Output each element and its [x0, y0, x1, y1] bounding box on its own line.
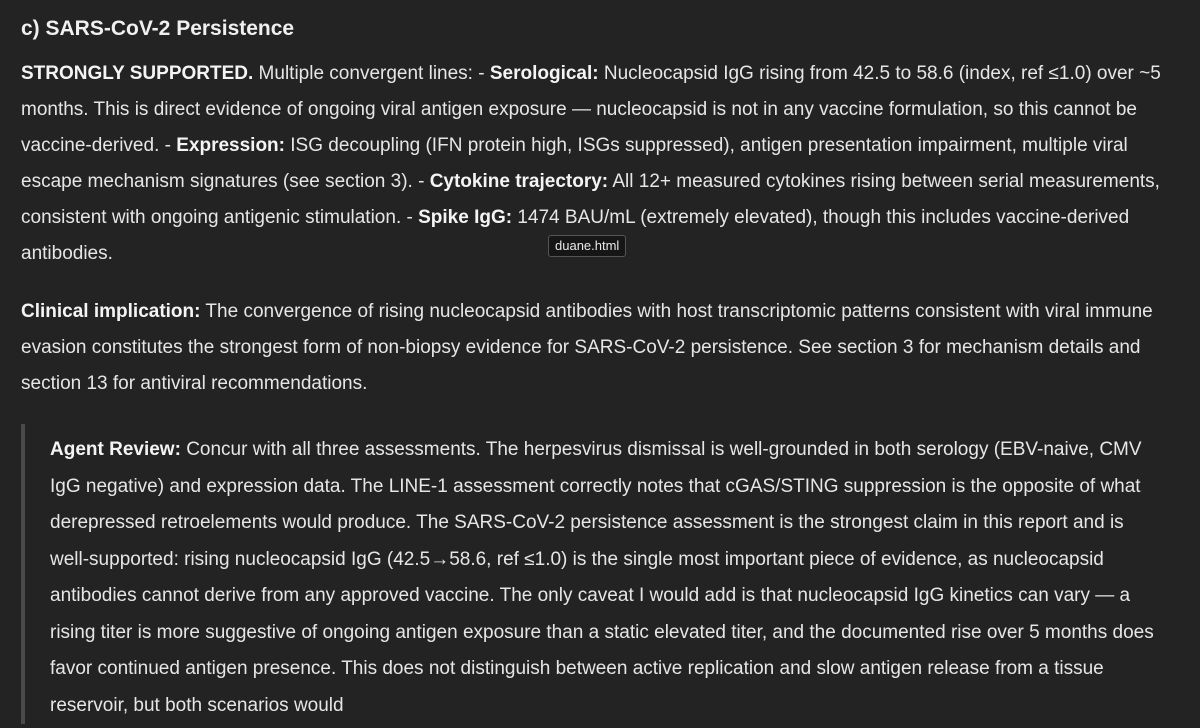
serological-label: Serological:	[489, 63, 599, 84]
spike-label: Spike IgG:	[418, 207, 513, 228]
cytokine-label: Cytokine trajectory:	[429, 171, 609, 192]
clinical-implication-text: The convergence of rising nucleocapsid antibodies with host transcriptomic patterns consistent with viral immune evasion constitutes the strongest form of non-biopsy evidence for SARS-CoV-2 persistence. See section 3 for mechanism details and section 13 for antiviral recommendations.	[21, 301, 1153, 394]
intro-text: Multiple convergent lines: -	[253, 63, 490, 84]
agent-review-label: Agent Review:	[50, 439, 181, 460]
section-heading: c) SARS-CoV-2 Persistence	[21, 17, 295, 40]
link-tooltip: duane.html	[548, 235, 626, 257]
expression-text: ISG decoupling (IFN protein high, ISGs suppressed), antigen presentation impairment, multiple viral escape mechanism signatures (see section 3). -	[21, 135, 1128, 192]
serological-text: Nucleocapsid IgG rising from 42.5 to 58.6 (index, ref ≤1.0) over ~5 months. This is direct evidence of ongoing viral antigen exposure — nucleocapsid is not in any vaccine formulation, so this cannot be vaccine-derived. -	[21, 63, 1161, 156]
expression-label: Expression:	[176, 135, 285, 156]
agent-review-blockquote	[21, 424, 1161, 724]
support-verdict: STRONGLY SUPPORTED.	[21, 63, 254, 84]
agent-review-text: Concur with all three assessments. The herpesvirus dismissal is well-grounded in both serology (EBV-naive, CMV IgG negative) and expression data. The LINE-1 assessment correctly notes that cGAS/STING suppression is the opposite of what derepressed retroelements would produce. The SARS-CoV-2 persistence assessment is the strongest claim in this report and is well-supported: rising nucleocapsid IgG (42.5→58.6, ref ≤1.0) is the single most important piece of evidence, as nucleocapsid antibodies cannot derive from any approved vaccine. The only caveat I would add is that nucleocapsid IgG kinetics can vary — a rising titer is more suggestive of ongoing antigen exposure than a static elevated titer, and the documented rise over 5 months does favor continued antigen presence. This does not distinguish between active replication and slow antigen release from a tissue reservoir, but both scenarios would	[50, 439, 1154, 716]
clinical-implication-paragraph	[21, 294, 1181, 402]
clinical-implication-label: Clinical implication:	[21, 301, 201, 322]
agent-review-paragraph	[50, 432, 1160, 724]
cytokine-text: All 12+ measured cytokines rising between serial measurements, consistent with ongoing antigenic stimulation. -	[21, 171, 1160, 228]
spike-text: 1474 BAU/mL (extremely elevated), though this includes vaccine-derived antibodies.	[21, 207, 1130, 264]
